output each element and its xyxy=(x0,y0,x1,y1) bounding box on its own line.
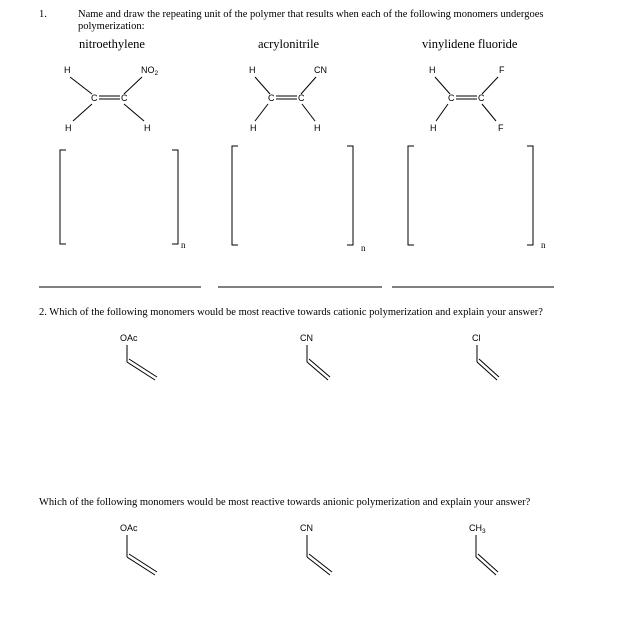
subscript-n: n xyxy=(541,240,546,250)
atom-label: H xyxy=(65,123,72,133)
atom-label: F xyxy=(499,65,505,75)
question-1-number: 1. xyxy=(39,9,47,20)
subscript-n: n xyxy=(361,243,366,253)
atom-label: C xyxy=(268,93,275,103)
atom-label: H xyxy=(314,123,321,133)
substituent-label: CN xyxy=(300,523,313,533)
question-1-line-1: Name and draw the repeating unit of the polymer that results when each of the following monomers undergoes xyxy=(78,9,544,20)
atom-label: C xyxy=(91,93,98,103)
atom-label: H xyxy=(250,123,257,133)
question-2-text: 2. Which of the following monomers would be most reactive towards cationic polymerization and explain your answer? xyxy=(39,307,543,318)
atom-label: F xyxy=(498,123,504,133)
atom-label: H xyxy=(429,65,436,75)
monomer-vinyl-acetate xyxy=(120,523,157,575)
subscript-n: n xyxy=(181,240,186,250)
monomer-name-vinylidene-fluoride: vinylidene fluoride xyxy=(422,37,518,51)
atom-label: C xyxy=(478,93,485,103)
monomer-propylene xyxy=(469,523,498,575)
atom-label: C xyxy=(121,93,128,103)
question-1-line-2: polymerization: xyxy=(78,21,145,32)
monomer-acrylonitrile xyxy=(300,523,332,575)
atom-label: H xyxy=(64,65,71,75)
substituent-label: $CH_3$ xyxy=(469,523,486,535)
atom-label: H xyxy=(249,65,256,75)
atom-label: H xyxy=(430,123,437,133)
atom-label: C xyxy=(448,93,455,103)
atom-label: $NO_2$ xyxy=(141,65,159,77)
substituent-label: Cl xyxy=(472,333,481,343)
substituent-label: CN xyxy=(300,333,313,343)
atom-label: C xyxy=(298,93,305,103)
substituent-label: OAc xyxy=(120,333,138,343)
monomer-name-nitroethylene: nitroethylene xyxy=(79,37,145,51)
atom-label: CN xyxy=(314,65,327,75)
atom-label: H xyxy=(144,123,151,133)
substituent-label: OAc xyxy=(120,523,138,533)
question-3-text: Which of the following monomers would be most reactive towards anionic polymerization and explain your answer? xyxy=(39,497,531,508)
monomer-name-acrylonitrile: acrylonitrile xyxy=(258,37,320,51)
